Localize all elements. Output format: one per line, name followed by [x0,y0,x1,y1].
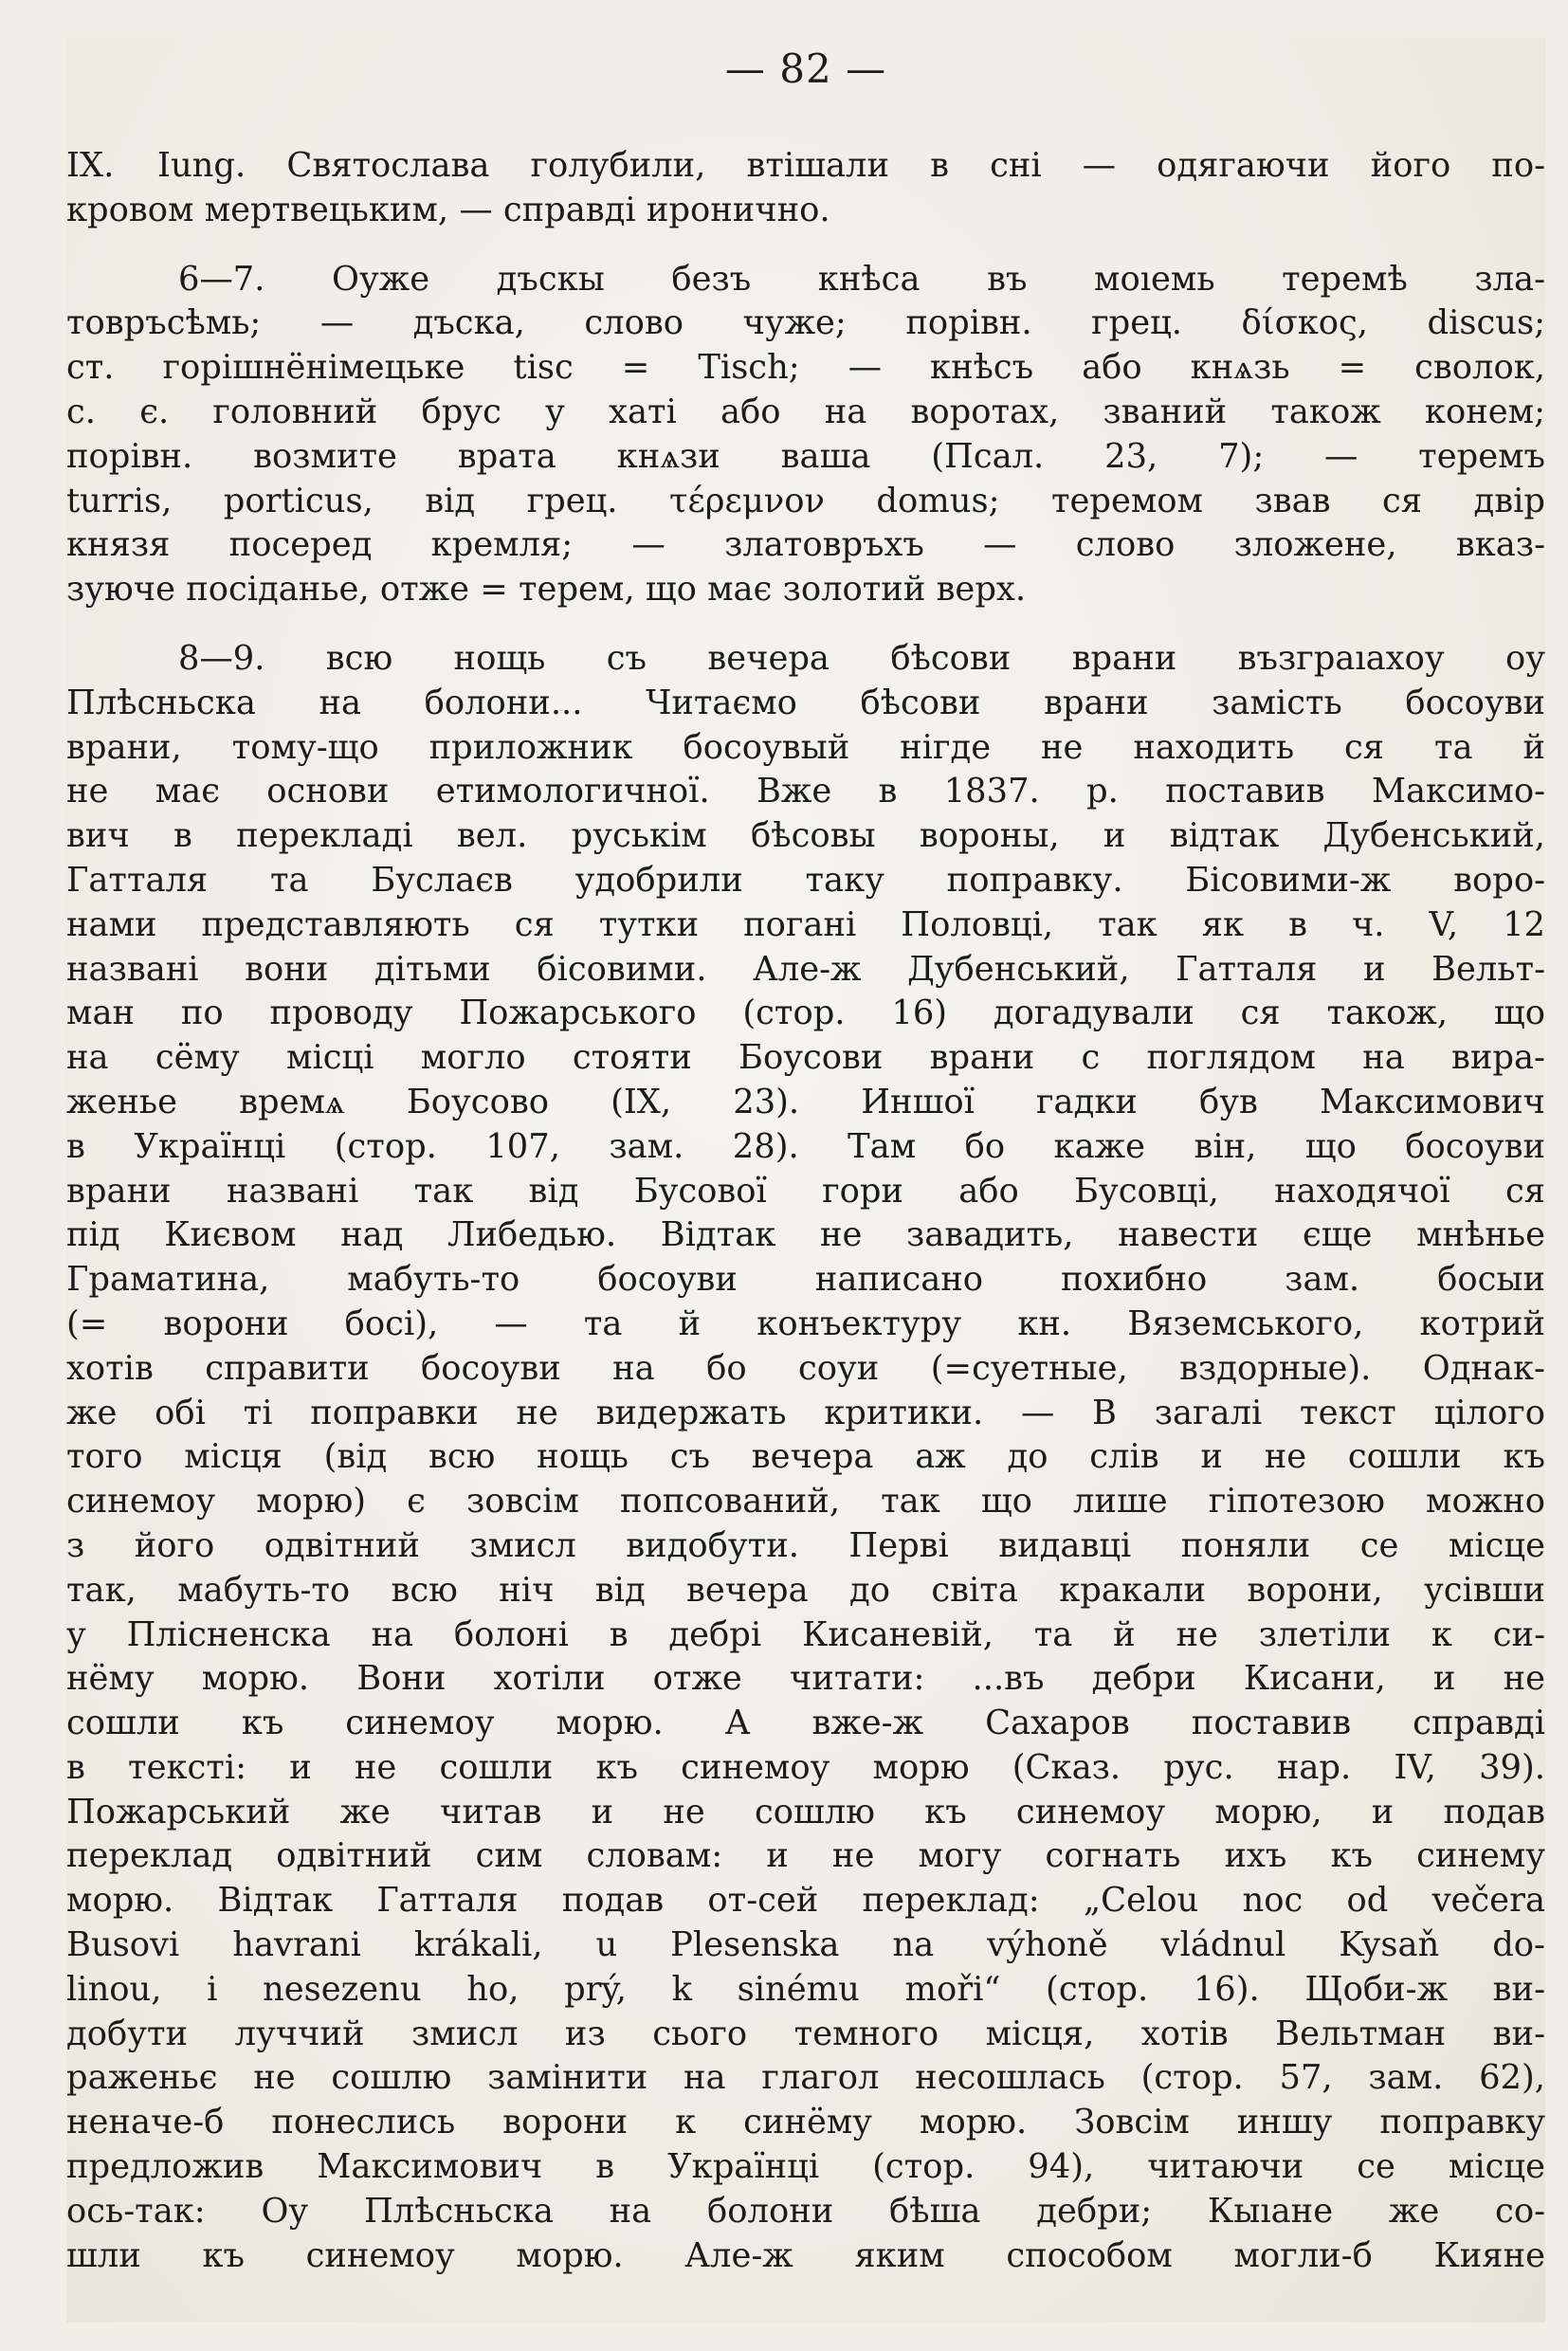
text-line: с. є. головний брус у хаті або на воротах, званий також конем; [66,392,1545,431]
line-content: Iung. Святослава голубили, втішали в сні — одягаючи його по- [157,146,1545,185]
text-line: під Києвом над Либедью. Відтак не завадить, навести єще мнѣнье [66,1215,1545,1255]
text-line: Busovi havrani krákali, u Plesenska na výhoně vládnul Kysaň do- [66,1925,1545,1965]
text-line: шли къ синемоу морю. Але-ж яким способом могли-б Кияне [66,2235,1545,2275]
text-line: же обі ті поправки не видержать критики. — В загалі текст цілого [66,1393,1545,1432]
text-line: Плѣсньска на болони... Читаємо бѣсови врани замість босоуви [66,683,1545,722]
text-line: ось-так: Оу Плѣсньска на болони бѣша дебри; Кыıане же со- [66,2191,1545,2231]
text-line: зуюче посіданье, отже = терем, що має золотий верх. [66,570,1027,610]
text-line: раженьє не сошлю замінити на глагол несошлась (стор. 57, зам. 62), [66,2058,1545,2098]
text-line: вич в перекладі вел. руськім бѣсовы вороны, и відтак Дубенський, [66,816,1545,856]
text-line: 8—9. всю нощь съ вечера бѣсови врани възграıахоу оу [178,638,1545,678]
text-line: предложив Максимович в Українці (стор. 94), читаючи се місце [66,2147,1545,2187]
text-line: добути луччий змисл из сього темного місця, хотів Вельтман ви- [66,2014,1545,2053]
text-line: врани, тому-що приложник босоувый нігде не находить ся та й [66,727,1545,767]
page-number: — 82 — [724,46,887,92]
text-line: врани названі так від Бусової гори або Бусовці, находячої ся [66,1171,1545,1211]
text-line: в тексті: и не сошли къ синемоу морю (Сказ. рус. нар. IV, 39). [66,1747,1545,1787]
text-line: князя посеред кремля; — златовръхъ — слово зложене, вказ- [66,525,1545,565]
text-line: нами представляють ся тутки погані Половці, так як в ч. V, 12 [66,904,1545,944]
text-line: названі вони дітьми бісовими. Але-ж Дубенський, Гатталя и Вельт- [66,949,1545,989]
text-line: не має основи етимологичної. Вже в 1837. р. поставив Максимо- [66,772,1545,811]
text-line: 6—7. Оуже дъскы безъ кнѣса въ моıемь теремѣ зла- [178,259,1545,299]
text-line: того місця (від всю нощь съ вечера аж до слів и не сошли къ [66,1437,1545,1477]
text-line: так, мабуть-то всю ніч від вечера до світа кракали ворони, усівши [66,1570,1545,1610]
text-line: морю. Відтак Гатталя подав от-сей переклад: „Celou noc od večera [66,1881,1545,1921]
text-line: переклад одвітний сим словам: и не могу согнать ихъ къ синему [66,1836,1545,1876]
text-line: нёму морю. Вони хотіли отже читати: ...въ дебри Кисани, и не [66,1659,1545,1699]
text-line: товръсѣмь; — дъска, слово чуже; порівн. грец. δίσκος, discus; [66,303,1545,343]
text-line: turris, porticus, від грец. τέρεμνον domus; теремом звав ся двір [66,481,1545,520]
text-line: Пожарський же читав и не сошлю къ синемоу морю, и подав [66,1792,1545,1832]
text-line: порівн. возмите врата кнѧзи ваша (Псал. 23, 7); — теремъ [66,436,1545,476]
book-page [66,38,1545,2323]
text-line: хотів справити босоуви на бо соуи (=суетные, вздорные). Однак- [66,1348,1545,1388]
text-line: на сёму місці могло стояти Боусови врани с поглядом на вира- [66,1038,1545,1078]
section-label: IX. [66,146,115,185]
text-line: (= ворони босі), — та й конъектуру кн. Вяземського, котрий [66,1303,1545,1343]
text-line: Гатталя та Буслаєв удобрили таку поправку. Бісовими-ж воро- [66,860,1545,900]
text-line: неначе-б понеслись ворони к синёму морю. Зовсім иншу поправку [66,2103,1545,2142]
text-line: ман по проводу Пожарського (стор. 16) догадували ся також, що [66,993,1545,1033]
text-line: в Українці (стор. 107, зам. 28). Там бо каже він, що босоуви [66,1126,1545,1166]
text-line: ст. горішнёнімецьке tisc = Tisch; — кнѣсъ або кнѧзь = сволок, [66,348,1545,388]
text-line: кровом мертвецьким, — справді иронично. [66,190,830,229]
text-line: женье времѧ Боусово (IX, 23). Иншої гадки був Максимович [66,1082,1545,1121]
body-text [66,144,1545,2278]
text-line: сошли къ синемоу морю. А вже-ж Сахаров поставив справді [66,1704,1545,1743]
text-line: у Плісненска на болоні в дебрі Кисаневій, та й не злетіли к си- [66,1614,1545,1654]
text-line [66,144,1545,189]
text-line: з його одвітний змисл видобути. Перві видавці поняли се місце [66,1525,1545,1565]
text-line: linou, i nesezenu ho, prý, k sinému moři“ (стор. 16). Щоби-ж ви- [66,1969,1545,2009]
text-line: Граматина, мабуть-то босоуви написано похибно зам. босыи [66,1260,1545,1300]
text-line: синемоу морю) є зовсім попсований, так що лише гіпотезою можно [66,1482,1545,1522]
